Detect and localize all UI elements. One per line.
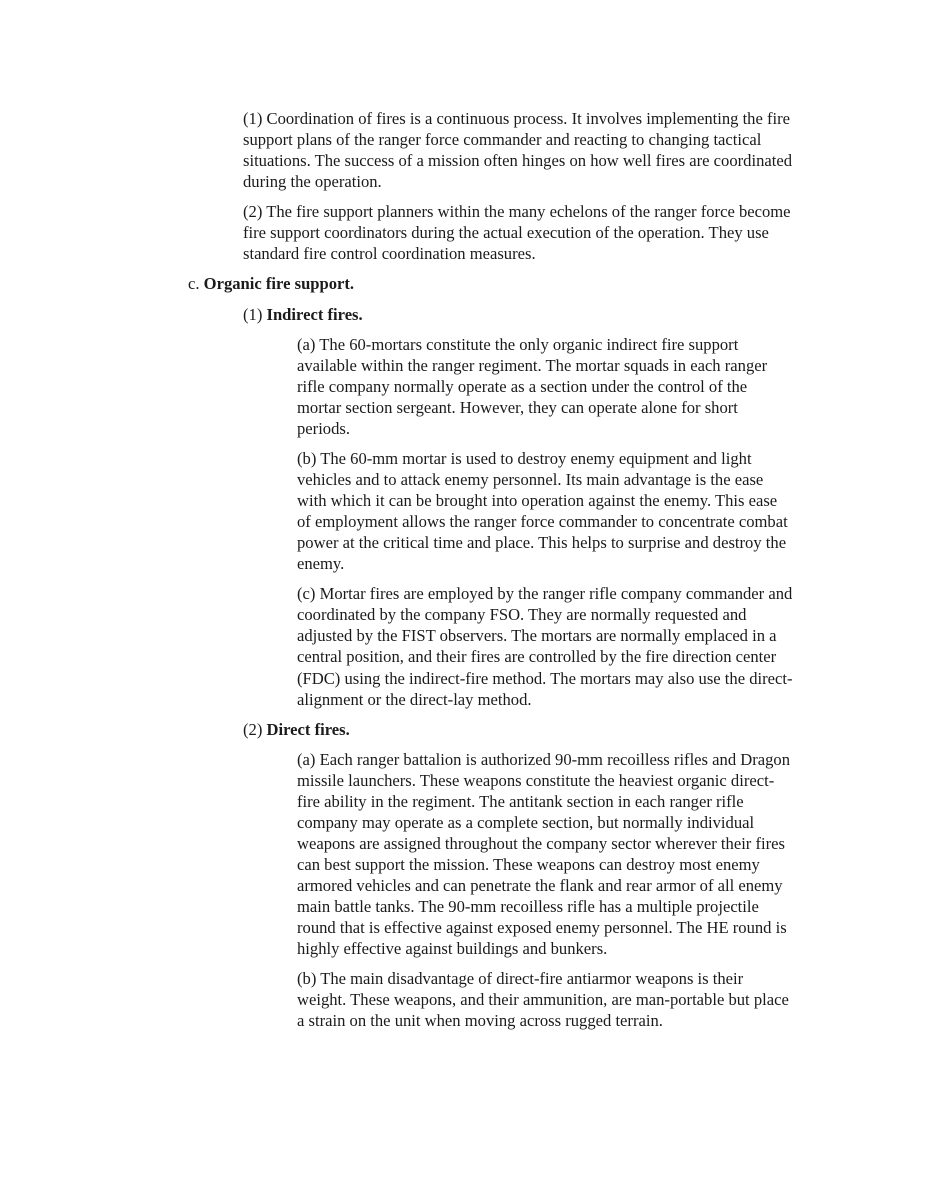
paragraph-fire-support-planners — [243, 201, 792, 264]
paragraph-label: c. — [188, 274, 204, 294]
paragraph-text: The main disadvantage of direct-fire antiarmor weapons is their weight. These weapons, and their ammunition, are man-portable but place a strain on the unit when moving across rugged terrain. — [297, 969, 789, 1031]
paragraph-text: Each ranger battalion is authorized 90-mm recoilless rifles and Dragon missile launchers. These weapons constitute the heaviest organic direct-fire ability in the regiment. The antitank section in each ranger rifle company may operate as a complete section, but normally individual weapons are assigned throughout the company sector wherever their fires can best support the mission. These weapons can destroy most enemy armored vehicles and can penetrate the flank and rear armor of all enemy main battle tanks. The 90-mm recoilless rifle has a multiple projectile round that is effective against exposed enemy personnel. The HE round is highly effective against buildings and bunkers. — [297, 749, 791, 959]
heading-indirect-fires — [243, 304, 792, 325]
paragraph-heading: Organic fire support. — [203, 274, 355, 294]
paragraph-label: (a) — [297, 334, 320, 354]
paragraph-label: (b) — [297, 448, 321, 468]
paragraph-label: (2) — [243, 202, 267, 222]
paragraph-coordination-of-fires — [243, 108, 792, 192]
heading-organic-fire-support — [188, 273, 778, 294]
paragraph-label: (1) — [243, 109, 267, 128]
paragraph-label: (b) — [297, 969, 321, 989]
paragraph-mortar-fires-employment — [297, 583, 793, 709]
paragraph-text: Coordination of fires is a continuous process. It involves implementing the fire support plans of the ranger force commander and reacting to changing tactical situations. The success of a mission often hinges on how well fires are coordinated during the operation. — [243, 109, 793, 192]
paragraph-text: The 60-mortars constitute the only organic indirect fire support available within the ranger regiment. The mortar squads in each ranger rifle company normally operate as a section under the control of the mortar section sergeant. However, they can operate alone for short periods. — [297, 334, 768, 438]
heading-direct-fires — [243, 719, 792, 740]
paragraph-text: Mortar fires are employed by the ranger rifle company commander and coordinated by the company FSO. They are normally requested and adjusted by the FIST observers. The mortars are normally emplaced in a central position, and their fires are controlled by the fire direction center (FDC) using the indirect-fire method. The mortars may also use the direct-alignment or the direct-lay method. — [297, 584, 793, 709]
paragraph-text: The 60-mm mortar is used to destroy enemy equipment and light vehicles and to attack enemy personnel. Its main advantage is the ease with which it can be brought into operation against the enemy. This ease of employment allows the ranger force commander to concentrate combat power at the critical time and place. This helps to surprise and destroy the enemy. — [297, 448, 788, 574]
paragraph-heading: Indirect fires. — [266, 304, 363, 324]
paragraph-direct-fire-disadvantage — [297, 968, 793, 1031]
paragraph-label: (2) — [243, 719, 267, 739]
paragraph-ranger-battalion-weapons — [297, 749, 793, 960]
paragraph-60-mortars — [297, 334, 793, 439]
paragraph-label: (a) — [297, 749, 320, 769]
paragraph-label: (1) — [243, 304, 267, 324]
paragraph-text: The fire support planners within the many echelons of the ranger force become fire support coordinators during the actual execution of the operation. They use standard fire control coordination measures. — [243, 202, 791, 264]
paragraph-heading: Direct fires. — [266, 719, 350, 739]
paragraph-60mm-mortar-use — [297, 448, 793, 574]
paragraph-label: (c) — [297, 584, 320, 604]
